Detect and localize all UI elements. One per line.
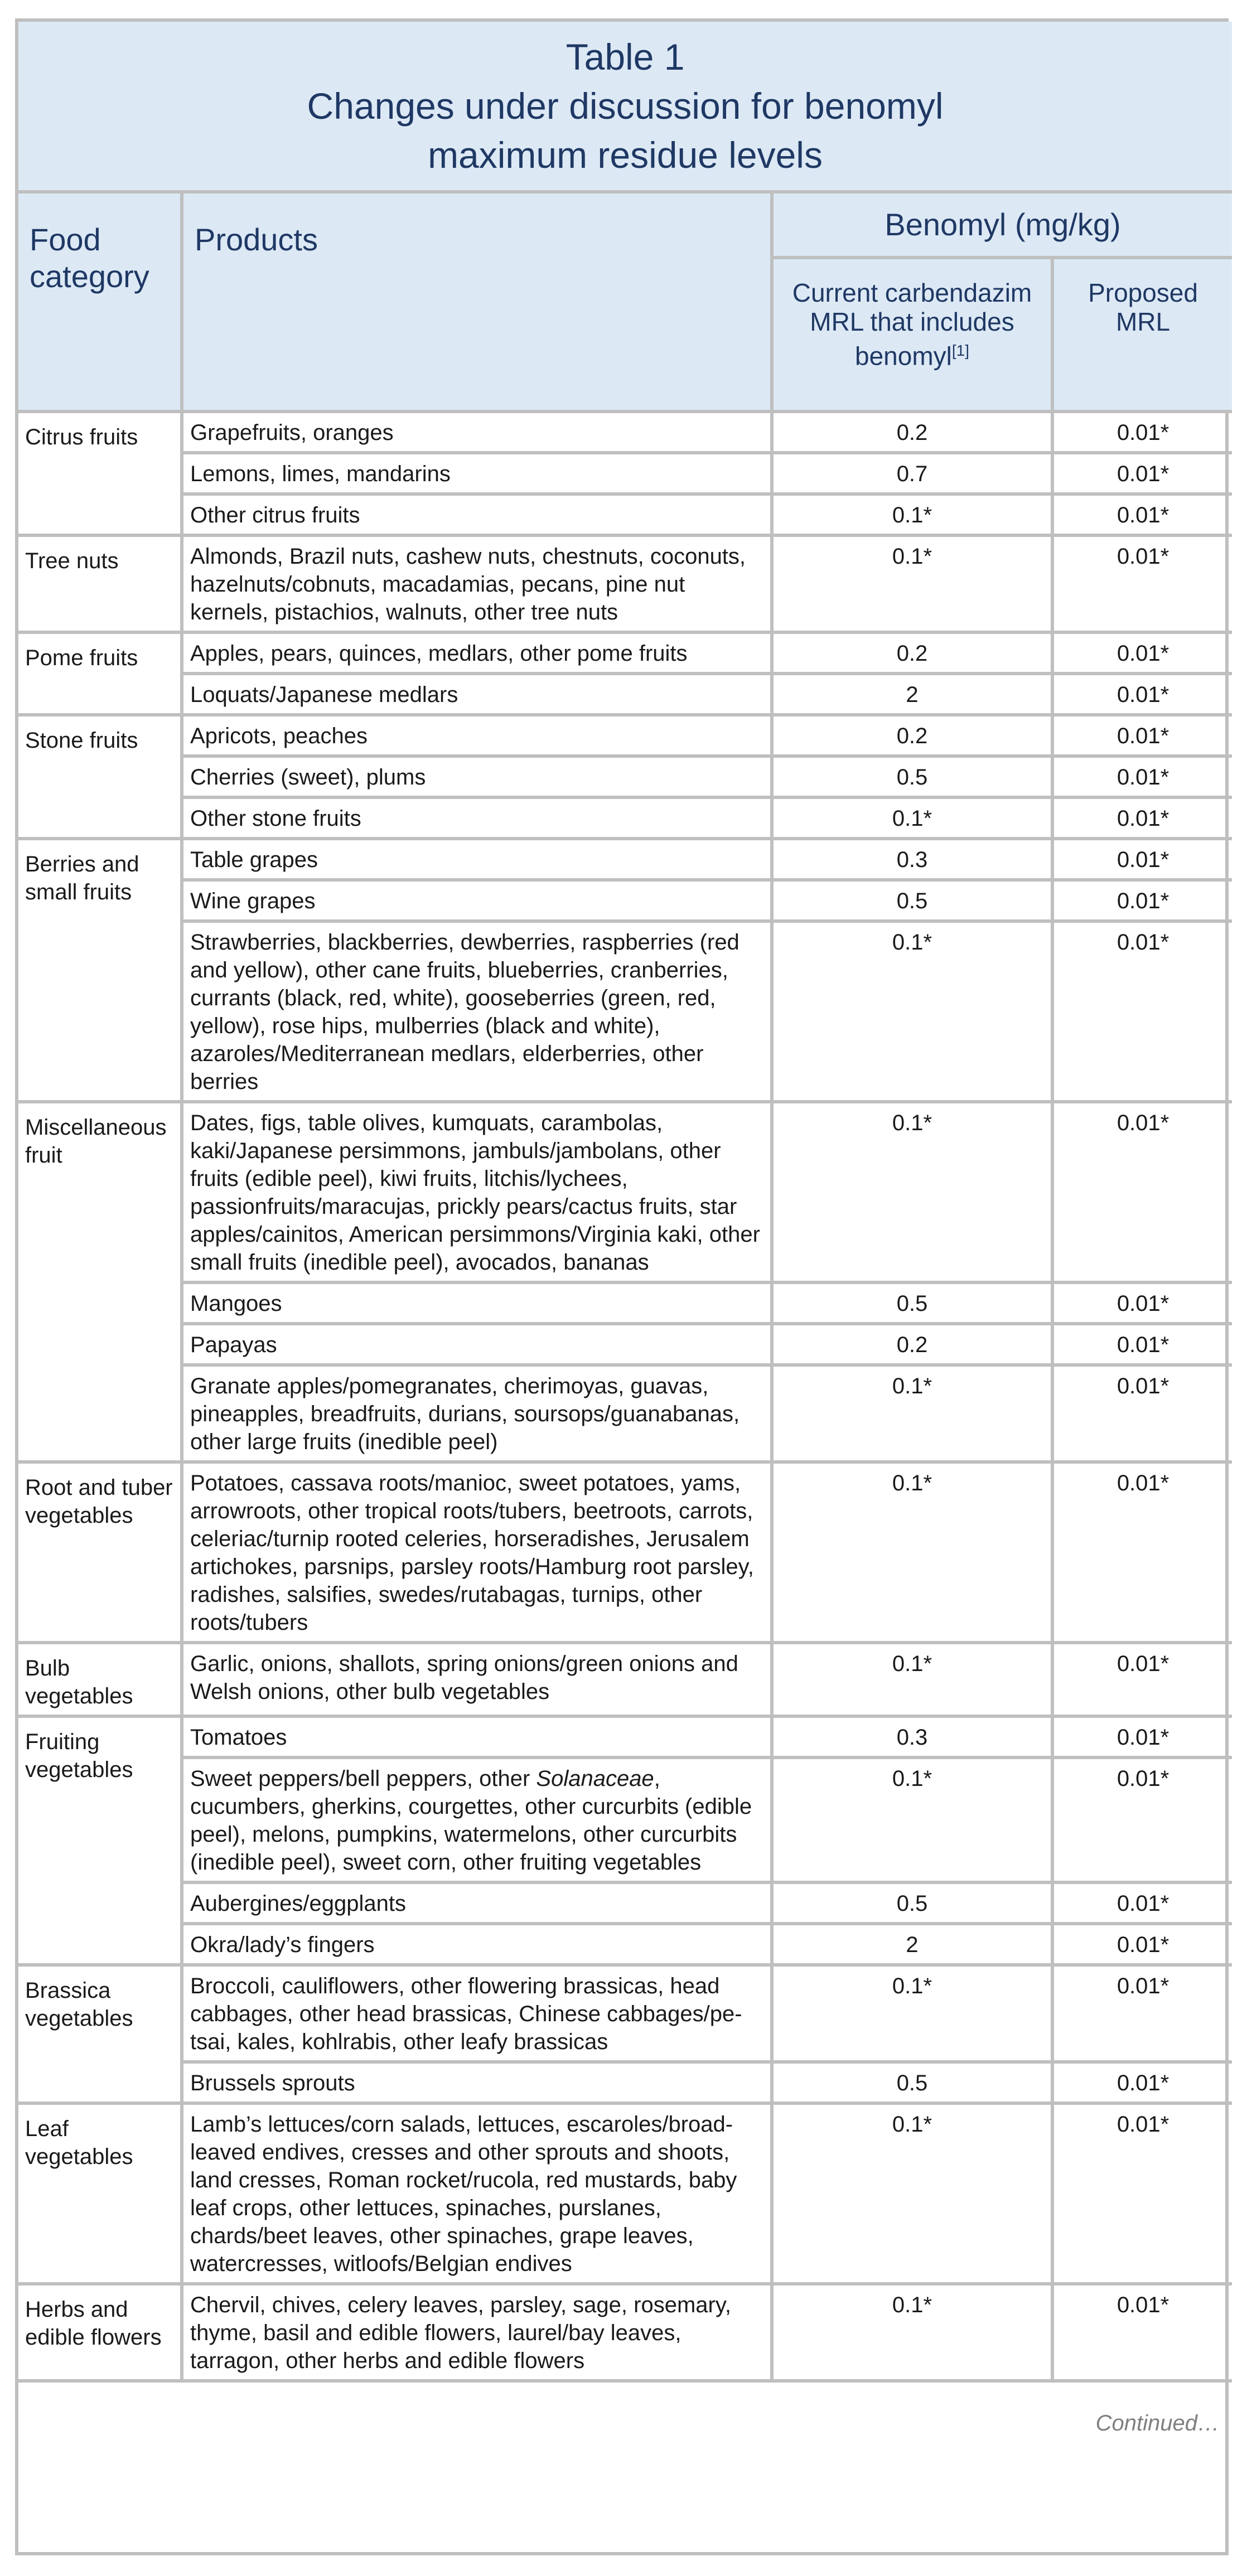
proposed-mrl-cell: 0.01* bbox=[1052, 1282, 1232, 1324]
table-row bbox=[18, 839, 1232, 880]
current-mrl-cell: 0.1* bbox=[772, 2103, 1052, 2284]
current-mrl-cell: 0.5 bbox=[772, 1282, 1052, 1324]
table-row bbox=[18, 2284, 1232, 2381]
table-row bbox=[18, 1365, 1232, 1462]
proposed-mrl-cell: 0.01* bbox=[1052, 1324, 1232, 1365]
table-row bbox=[18, 453, 1232, 494]
table-body bbox=[18, 411, 1232, 2381]
proposed-mrl-cell: 0.01* bbox=[1052, 839, 1232, 880]
table-row bbox=[18, 2103, 1232, 2284]
current-mrl-cell: 0.5 bbox=[772, 880, 1052, 921]
table-row bbox=[18, 1462, 1232, 1643]
product-cell: Cherries (sweet), plums bbox=[182, 756, 772, 797]
product-cell bbox=[182, 1757, 772, 1882]
proposed-mrl-cell: 0.01* bbox=[1052, 494, 1232, 535]
table-row bbox=[18, 756, 1232, 797]
proposed-mrl-cell: 0.01* bbox=[1052, 797, 1232, 839]
proposed-mrl-cell: 0.01* bbox=[1052, 1757, 1232, 1882]
table-row bbox=[18, 1282, 1232, 1324]
table-row bbox=[18, 1757, 1232, 1882]
table-row bbox=[18, 632, 1232, 674]
food-category-cell: Bulb vegetables bbox=[18, 1643, 182, 1716]
current-mrl-cell: 0.1* bbox=[772, 1643, 1052, 1716]
current-mrl-cell: 0.5 bbox=[772, 2062, 1052, 2103]
current-mrl-cell: 0.5 bbox=[772, 756, 1052, 797]
current-mrl-cell: 0.2 bbox=[772, 715, 1052, 756]
proposed-mrl-cell: 0.01* bbox=[1052, 1882, 1232, 1924]
table-row bbox=[18, 2062, 1232, 2103]
product-cell: Okra/lady’s fingers bbox=[182, 1924, 772, 1965]
current-mrl-cell: 0.1* bbox=[772, 1757, 1052, 1882]
table-row bbox=[18, 411, 1232, 453]
table-row bbox=[18, 1324, 1232, 1365]
title-line-2: Changes under discussion for benomyl bbox=[307, 85, 944, 127]
current-mrl-cell: 0.1* bbox=[772, 1462, 1052, 1643]
proposed-mrl-cell: 0.01* bbox=[1052, 880, 1232, 921]
table-row bbox=[18, 1716, 1232, 1757]
proposed-mrl-cell: 0.01* bbox=[1052, 921, 1232, 1102]
table-row bbox=[18, 1102, 1232, 1282]
title-line-3: maximum residue levels bbox=[428, 134, 823, 176]
current-mrl-cell: 0.1* bbox=[772, 1365, 1052, 1462]
product-cell: Grapefruits, oranges bbox=[182, 411, 772, 453]
product-cell: Brussels sprouts bbox=[182, 2062, 772, 2103]
current-mrl-cell: 0.1* bbox=[772, 1102, 1052, 1282]
proposed-mrl-cell: 0.01* bbox=[1052, 1716, 1232, 1757]
current-mrl-cell: 0.1* bbox=[772, 2284, 1052, 2381]
table-row bbox=[18, 880, 1232, 921]
current-mrl-cell: 0.3 bbox=[772, 839, 1052, 880]
table-row bbox=[18, 674, 1232, 715]
table-frame bbox=[15, 18, 1229, 2555]
footnote-ref: [1] bbox=[951, 342, 969, 359]
current-mrl-cell: 0.1* bbox=[772, 797, 1052, 839]
proposed-mrl-cell: 0.01* bbox=[1052, 535, 1232, 632]
header-proposed-mrl: Proposed MRL bbox=[1052, 258, 1232, 411]
header-benomyl: Benomyl (mg/kg) bbox=[772, 192, 1232, 258]
table-row bbox=[18, 921, 1232, 1102]
table-title bbox=[18, 22, 1232, 192]
current-mrl-cell: 0.2 bbox=[772, 411, 1052, 453]
benomyl-mrl-table bbox=[18, 22, 1232, 2464]
proposed-mrl-cell: 0.01* bbox=[1052, 1365, 1232, 1462]
food-category-cell: Berries and small fruits bbox=[18, 839, 182, 1102]
proposed-mrl-cell: 0.01* bbox=[1052, 715, 1232, 756]
product-cell: Aubergines/eggplants bbox=[182, 1882, 772, 1924]
proposed-mrl-cell: 0.01* bbox=[1052, 2103, 1232, 2284]
product-cell: Garlic, onions, shallots, spring onions/green onions and Welsh onions, other bulb vegetables bbox=[182, 1643, 772, 1716]
proposed-mrl-cell: 0.01* bbox=[1052, 1102, 1232, 1282]
proposed-mrl-cell: 0.01* bbox=[1052, 2062, 1232, 2103]
header-products: Products bbox=[182, 192, 772, 411]
continued-note: Continued… bbox=[18, 2381, 1232, 2464]
header-current-mrl-text: Current carbendazim MRL that includes benomyl bbox=[792, 278, 1032, 371]
proposed-mrl-cell: 0.01* bbox=[1052, 411, 1232, 453]
product-text: , cucumbers, gherkins, courgettes, other curcurbits (edible peel), melons, pumpkins, watermelons, other curcurbits (inedible peel), sweet corn, other fruiting vegetables bbox=[190, 1766, 752, 1875]
product-cell: Table grapes bbox=[182, 839, 772, 880]
food-category-cell: Citrus fruits bbox=[18, 411, 182, 535]
product-cell: Apples, pears, quinces, medlars, other pome fruits bbox=[182, 632, 772, 674]
current-mrl-cell: 2 bbox=[772, 1924, 1052, 1965]
proposed-mrl-cell: 0.01* bbox=[1052, 1924, 1232, 1965]
product-cell: Loquats/Japanese medlars bbox=[182, 674, 772, 715]
table-row bbox=[18, 715, 1232, 756]
proposed-mrl-cell: 0.01* bbox=[1052, 1643, 1232, 1716]
product-cell: Broccoli, cauliflowers, other flowering brassicas, head cabbages, other head brassicas, Chinese cabbages/pe-tsai, kales, kohlrabis, other leafy brassicas bbox=[182, 1965, 772, 2062]
product-cell: Chervil, chives, celery leaves, parsley, sage, rosemary, thyme, basil and edible flowers, laurel/bay leaves, tarragon, other herbs and edible flowers bbox=[182, 2284, 772, 2381]
current-mrl-cell: 0.2 bbox=[772, 632, 1052, 674]
current-mrl-cell: 0.1* bbox=[772, 494, 1052, 535]
proposed-mrl-cell: 0.01* bbox=[1052, 1965, 1232, 2062]
proposed-mrl-cell: 0.01* bbox=[1052, 756, 1232, 797]
title-line-1: Table 1 bbox=[566, 36, 685, 78]
product-cell: Almonds, Brazil nuts, cashew nuts, chestnuts, coconuts, hazelnuts/cobnuts, macadamias, pecans, pine nut kernels, pistachios, walnuts, other tree nuts bbox=[182, 535, 772, 632]
product-cell: Papayas bbox=[182, 1324, 772, 1365]
proposed-mrl-cell: 0.01* bbox=[1052, 632, 1232, 674]
product-cell: Tomatoes bbox=[182, 1716, 772, 1757]
food-category-cell: Herbs and edible flowers bbox=[18, 2284, 182, 2381]
product-text: Sweet peppers/bell peppers, other bbox=[190, 1766, 536, 1791]
food-category-cell: Leaf vegetables bbox=[18, 2103, 182, 2284]
table-row bbox=[18, 797, 1232, 839]
proposed-mrl-cell: 0.01* bbox=[1052, 2284, 1232, 2381]
product-cell: Strawberries, blackberries, dewberries, raspberries (red and yellow), other cane fruits, blueberries, cranberries, currants (black, red, white), gooseberries (green, red, yellow), rose hips, mulberries (black and white), azaroles/Mediterranean medlars, elderberries, other berries bbox=[182, 921, 772, 1102]
product-cell: Lamb’s lettuces/corn salads, lettuces, escaroles/broad-leaved endives, cresses and other sprouts and shoots, land cresses, Roman rocket/rucola, red mustards, baby leaf crops, other lettuces, spinaches, purslanes, chards/beet leaves, other spinaches, grape leaves, watercresses, witloofs/Belgian endives bbox=[182, 2103, 772, 2284]
table-row bbox=[18, 1924, 1232, 1965]
product-cell: Potatoes, cassava roots/manioc, sweet potatoes, yams, arrowroots, other tropical roots/tubers, beetroots, carrots, celeriac/turnip rooted celeries, horseradishes, Jerusalem artichokes, parsnips, parsley roots/Hamburg root parsley, radishes, salsifies, swedes/rutabagas, turnips, other roots/tubers bbox=[182, 1462, 772, 1643]
current-mrl-cell: 0.7 bbox=[772, 453, 1052, 494]
current-mrl-cell: 0.1* bbox=[772, 535, 1052, 632]
product-cell: Granate apples/pomegranates, cherimoyas, guavas, pineapples, breadfruits, durians, soursops/guanabanas, other large fruits (inedible peel) bbox=[182, 1365, 772, 1462]
product-italic-text: Solanaceae bbox=[536, 1766, 654, 1791]
current-mrl-cell: 0.3 bbox=[772, 1716, 1052, 1757]
food-category-cell: Root and tuber vegetables bbox=[18, 1462, 182, 1643]
table-row bbox=[18, 1643, 1232, 1716]
proposed-mrl-cell: 0.01* bbox=[1052, 674, 1232, 715]
product-cell: Wine grapes bbox=[182, 880, 772, 921]
food-category-cell: Brassica vegetables bbox=[18, 1965, 182, 2103]
food-category-cell: Stone fruits bbox=[18, 715, 182, 839]
product-cell: Mangoes bbox=[182, 1282, 772, 1324]
header-food-category: Food category bbox=[18, 192, 182, 411]
current-mrl-cell: 0.1* bbox=[772, 1965, 1052, 2062]
food-category-cell: Fruiting vegetables bbox=[18, 1716, 182, 1965]
current-mrl-cell: 0.1* bbox=[772, 921, 1052, 1102]
food-category-cell: Tree nuts bbox=[18, 535, 182, 632]
product-cell: Lemons, limes, mandarins bbox=[182, 453, 772, 494]
product-cell: Dates, figs, table olives, kumquats, carambolas, kaki/Japanese persimmons, jambuls/jambolans, other fruits (edible peel), kiwi fruits, litchis/lychees, passionfruits/maracujas, prickly pears/cactus fruits, star apples/cainitos, American persimmons/Virginia kaki, other small fruits (inedible peel), avocados, bananas bbox=[182, 1102, 772, 1282]
proposed-mrl-cell: 0.01* bbox=[1052, 1462, 1232, 1643]
food-category-cell: Miscellaneous fruit bbox=[18, 1102, 182, 1462]
header-current-mrl bbox=[772, 258, 1052, 411]
table-row bbox=[18, 1882, 1232, 1924]
product-cell: Other citrus fruits bbox=[182, 494, 772, 535]
proposed-mrl-cell: 0.01* bbox=[1052, 453, 1232, 494]
table-row bbox=[18, 494, 1232, 535]
current-mrl-cell: 2 bbox=[772, 674, 1052, 715]
food-category-cell: Pome fruits bbox=[18, 632, 182, 715]
table-row bbox=[18, 1965, 1232, 2062]
product-cell: Apricots, peaches bbox=[182, 715, 772, 756]
product-cell: Other stone fruits bbox=[182, 797, 772, 839]
table-row bbox=[18, 535, 1232, 632]
current-mrl-cell: 0.2 bbox=[772, 1324, 1052, 1365]
current-mrl-cell: 0.5 bbox=[772, 1882, 1052, 1924]
